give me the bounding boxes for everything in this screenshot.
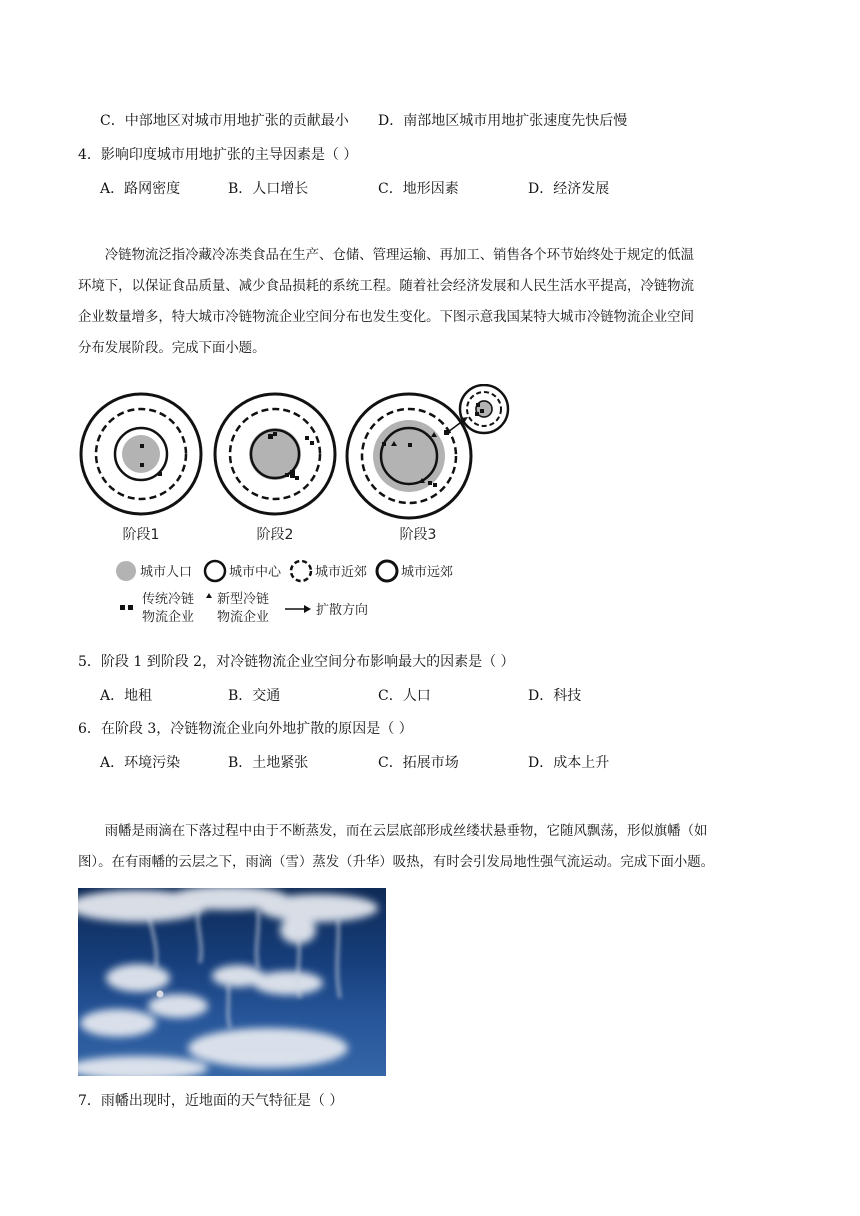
q5-option-c: C．人口 xyxy=(378,688,431,704)
stage3-traditional-enterprise xyxy=(433,483,437,487)
q6-option-c: C．拓展市场 xyxy=(378,755,459,771)
legend-traditional-swatch xyxy=(128,605,133,610)
legend-center-label: 城市中心 xyxy=(229,565,282,580)
q6-stem: 6．在阶段 3，冷链物流企业向外地扩散的原因是（ ） xyxy=(78,721,413,737)
q5-stem: 5．阶段 1 到阶段 2，对冷链物流企业空间分布影响最大的因素是（ ） xyxy=(78,654,515,670)
q4-option-a: A．路网密度 xyxy=(100,181,181,197)
stage-2-label: 阶段2 xyxy=(256,527,294,543)
stage2-traditional-enterprise xyxy=(305,436,309,440)
stage-3-diagram xyxy=(347,385,508,518)
legend-traditional-label-1: 传统冷链 xyxy=(142,592,195,607)
stage3-traditional-enterprise xyxy=(428,481,432,485)
legend-population-swatch xyxy=(116,561,136,581)
moon xyxy=(157,991,164,998)
passage1-line-1: 冷链物流泛指冷藏冷冻类食品在生产、仓储、管理运输、再加工、销售各个环节始终处于规定的低温 xyxy=(104,248,694,263)
stage-1-diagram xyxy=(81,394,201,514)
legend-new-swatch xyxy=(206,593,212,598)
stage2-traditional-enterprise xyxy=(268,434,273,439)
q3-option-c: C．中部地区对城市用地扩张的贡献最小 xyxy=(100,113,349,129)
stage2-traditional-enterprise xyxy=(285,473,289,477)
virga-cloud-photo xyxy=(78,888,386,1076)
passage1-line-4: 分布发展阶段。完成下面小题。 xyxy=(78,341,266,356)
passage1-line-2: 环境下，以保证食品质量、减少食品损耗的系统工程。随着社会经济发展和人民生活水平提高，冷链物流 xyxy=(78,279,694,294)
q5-option-a: A．地租 xyxy=(100,688,153,704)
q5-option-d: D．科技 xyxy=(528,688,582,704)
legend-population-label: 城市人口 xyxy=(140,565,193,580)
q7-stem: 7．雨幡出现时，近地面的天气特征是（ ） xyxy=(78,1093,344,1109)
satellite-enterprise xyxy=(475,412,479,416)
q5-option-b: B．交通 xyxy=(228,688,281,704)
stage1-population xyxy=(122,435,160,473)
passage2-line-2: 图）。在有雨幡的云层之下，雨滴（雪）蒸发（升华）吸热，有时会引发局地性强气流运动。完成下面小题。 xyxy=(78,855,715,870)
stage1-traditional-enterprise xyxy=(140,444,144,448)
stage-1-label: 阶段1 xyxy=(122,527,160,543)
legend-row-2 xyxy=(120,591,368,625)
cold-chain-stage-figure xyxy=(78,384,538,634)
legend-suburb-label: 城市近郊 xyxy=(315,565,368,580)
stage2-traditional-enterprise xyxy=(290,470,295,478)
stage-2-diagram xyxy=(215,394,335,514)
legend-traditional-label-2: 物流企业 xyxy=(142,610,195,625)
legend-outer-swatch xyxy=(377,561,397,581)
legend-direction-arrowhead xyxy=(304,605,311,613)
stage2-traditional-enterprise xyxy=(295,476,299,480)
legend-center-swatch xyxy=(205,561,225,581)
stage3-traditional-enterprise xyxy=(408,443,412,447)
passage-virga xyxy=(78,816,784,878)
q4-option-d: D．经济发展 xyxy=(528,181,610,197)
stage-3-label: 阶段3 xyxy=(399,527,437,543)
q6-option-d: D．成本上升 xyxy=(528,755,610,771)
legend-row-1 xyxy=(116,561,453,581)
legend-outer-label: 城市远郊 xyxy=(401,565,454,580)
q6-option-a: A．环境污染 xyxy=(100,755,181,771)
legend-new-label-1: 新型冷链 xyxy=(217,592,270,607)
stage1-traditional-enterprise xyxy=(140,463,144,467)
passage-cold-chain xyxy=(78,240,784,364)
q4-stem: 4．影响印度城市用地扩张的主导因素是（ ） xyxy=(78,147,358,163)
stage2-traditional-enterprise xyxy=(273,432,277,436)
legend-direction-label: 扩散方向 xyxy=(316,603,369,618)
legend-suburb-swatch xyxy=(291,561,311,581)
virga-cloud-illustration xyxy=(78,888,386,1076)
stage1-traditional-enterprise xyxy=(158,472,162,476)
passage1-line-3: 企业数量增多，特大城市冷链物流企业空间分布也发生变化。下图示意我国某特大城市冷链物流企业空间 xyxy=(78,310,694,325)
q3-option-d: D．南部地区城市用地扩张速度先快后慢 xyxy=(378,113,628,129)
passage2-line-1: 雨幡是雨滴在下落过程中由于不断蒸发，而在云层底部形成丝缕状悬垂物，它随风飘荡，形似旗幡（如 xyxy=(104,824,708,839)
stage3-traditional-enterprise xyxy=(444,430,449,435)
q4-option-b: B．人口增长 xyxy=(228,181,309,197)
satellite-enterprise xyxy=(476,403,480,407)
q6-option-b: B．土地紧张 xyxy=(228,755,309,771)
legend-traditional-swatch xyxy=(120,605,125,610)
stage3-population xyxy=(373,420,445,492)
stage2-traditional-enterprise xyxy=(310,441,314,445)
stage3-traditional-enterprise xyxy=(382,442,386,446)
satellite-enterprise xyxy=(480,409,484,413)
legend-new-label-2: 物流企业 xyxy=(217,610,270,625)
q4-option-c: C．地形因素 xyxy=(378,181,459,197)
